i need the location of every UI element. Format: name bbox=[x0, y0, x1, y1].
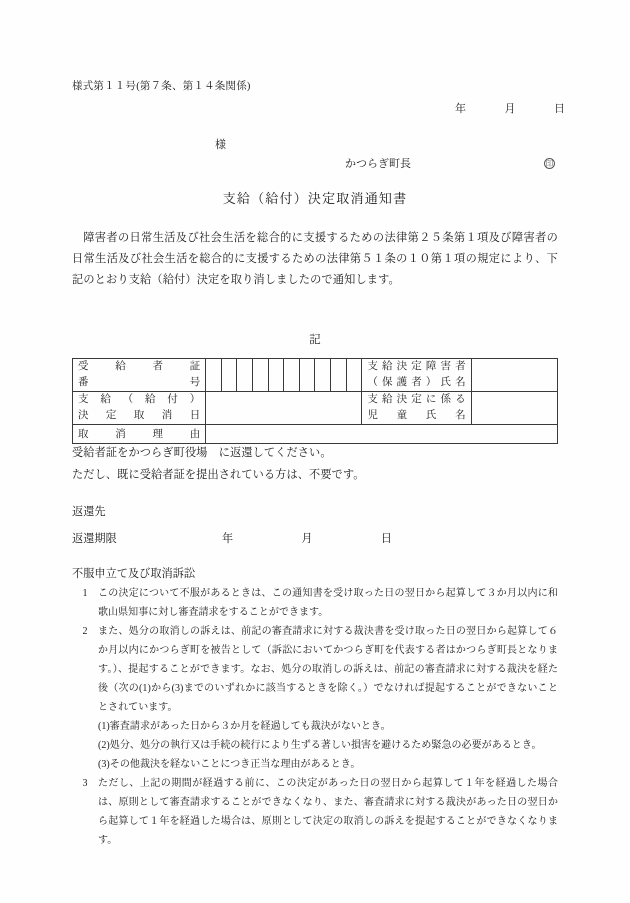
appeal-item-2-number: 2 bbox=[82, 626, 88, 637]
cancel-reason-label: 取消理由 bbox=[73, 425, 206, 444]
date-day-label: 日 bbox=[554, 103, 565, 115]
cancel-date-label-line2: 決定取消日 bbox=[78, 410, 201, 421]
ki-marker: 記 bbox=[309, 334, 321, 346]
decision-table bbox=[72, 358, 558, 444]
cert-number-cell-5[interactable] bbox=[268, 359, 284, 392]
cert-number-label-line2: 番号 bbox=[78, 377, 201, 388]
return-due-year-label: 年 bbox=[222, 533, 234, 545]
issuer-name: かつらぎ町長 bbox=[345, 158, 411, 170]
return-note-line2: ただし、既に受給者証を提出されている方は、不要です。 bbox=[72, 469, 365, 481]
issue-date-line bbox=[455, 100, 565, 116]
appeal-item-1-number: 1 bbox=[82, 588, 88, 599]
child-name-label bbox=[362, 392, 471, 425]
return-due-month-label: 月 bbox=[301, 533, 313, 545]
intro-paragraph: 障害者の日常生活及び社会生活を総合的に支援するための法律第２５条第１項及び障害者の日常生活及び社会生活を総合的に支援するための法律第５１条の１０第１項の規定により、下記のとおり支給（給付）決定を取り消しましたので通知します。 bbox=[72, 232, 558, 286]
return-due-row bbox=[72, 530, 392, 546]
appeal-item-1-text: この決定について不服があるときは、この通知書を受け取った日の翌日から起算して３か月以内に和歌山県知事に対し審査請求をすることができます。 bbox=[98, 588, 558, 618]
cert-number-cell-8[interactable] bbox=[315, 359, 331, 392]
return-destination-label: 返還先 bbox=[72, 506, 106, 518]
appeal-item-2-text: また、処分の取消しの訴えは、前記の審査請求に対する裁決書を受け取った日の翌日から起算して６か月以内にかつらぎ町を被告として（訴訟においてかつらぎ町を代表する者はかつらぎ町長となります。）、提起することができます。なお、処分の取消しの訴えは、前記の審査請求に対する裁決を経た後（次の(1)から(3)までのいずれかに該当するときを除く。）でなければ提起することができないこととされています。 bbox=[98, 626, 558, 713]
form-number: 様式第１１号(第７条、第１４条関係) bbox=[72, 81, 251, 92]
return-note-line1: 受給者証をかつらぎ町役場 に返還してください。 bbox=[72, 447, 332, 459]
cancel-date-label bbox=[73, 392, 206, 425]
child-name-value[interactable] bbox=[471, 392, 557, 425]
return-due-label: 返還期限 bbox=[72, 533, 117, 545]
beneficiary-name-label bbox=[362, 359, 471, 392]
cancel-date-value[interactable] bbox=[206, 392, 362, 425]
appeal-section-list bbox=[72, 584, 558, 850]
cert-number-cell-7[interactable] bbox=[299, 359, 315, 392]
addressee-honorific: 様 bbox=[215, 139, 226, 151]
cert-number-cell-1[interactable] bbox=[206, 359, 222, 392]
cert-number-cell-3[interactable] bbox=[237, 359, 253, 392]
appeal-sub-item-2: (2)処分、処分の執行又は手続の続行により生ずる著しい損害を避けるため緊急の必要があるとき。 bbox=[98, 740, 542, 751]
appeal-item-3-text: ただし、上記の期間が経過する前に、この決定があった日の翌日から起算して１年を経過した場合は、原則として審査請求することができなくなり、また、審査請求に対する裁決があった日の翌日から起算して１年を経過した場合は、原則として決定の取消しの訴えを提起することができなくなります。 bbox=[98, 778, 558, 846]
date-year-label: 年 bbox=[455, 103, 466, 115]
cert-number-label bbox=[73, 359, 206, 392]
appeal-item-2 bbox=[72, 622, 558, 717]
return-due-day-label: 日 bbox=[380, 533, 392, 545]
issuer-row bbox=[345, 155, 555, 171]
cert-number-label-line1: 受給者証 bbox=[78, 361, 201, 372]
child-name-label-line2: 児童氏名 bbox=[367, 410, 466, 421]
beneficiary-name-label-line1: 支給決定障害者 bbox=[367, 361, 466, 372]
page-title: 支給（給付）決定取消通知書 bbox=[222, 191, 408, 206]
child-name-label-line1: 支給決定に係る bbox=[367, 394, 466, 405]
cert-number-cell-2[interactable] bbox=[221, 359, 237, 392]
appeal-sub-item-1: (1)審査請求があった日から３か月を経過しても裁決がないとき。 bbox=[98, 721, 391, 732]
date-month-label: 月 bbox=[504, 103, 516, 115]
cert-number-cell-6[interactable] bbox=[284, 359, 300, 392]
cert-number-cell-10[interactable] bbox=[346, 359, 362, 392]
cert-number-cell-4[interactable] bbox=[253, 359, 269, 392]
seal-icon: 印 bbox=[545, 158, 554, 168]
appeal-item-1 bbox=[72, 584, 558, 622]
beneficiary-name-label-line2: （保護者）氏名 bbox=[367, 377, 466, 388]
cancel-reason-value[interactable] bbox=[206, 425, 558, 444]
return-due-date-blanks bbox=[222, 530, 392, 546]
cancel-date-label-line1: 支給（給付） bbox=[78, 394, 201, 405]
appeal-item-3 bbox=[72, 774, 558, 850]
appeal-sub-item-3: (3)その他裁決を経ないことにつき正当な理由があるとき。 bbox=[98, 759, 361, 770]
appeal-section-heading: 不服申立て及び取消訴訟 bbox=[72, 568, 196, 580]
beneficiary-name-value[interactable] bbox=[471, 359, 557, 392]
appeal-item-3-number: 3 bbox=[82, 778, 88, 789]
cert-number-cell-9[interactable] bbox=[331, 359, 347, 392]
